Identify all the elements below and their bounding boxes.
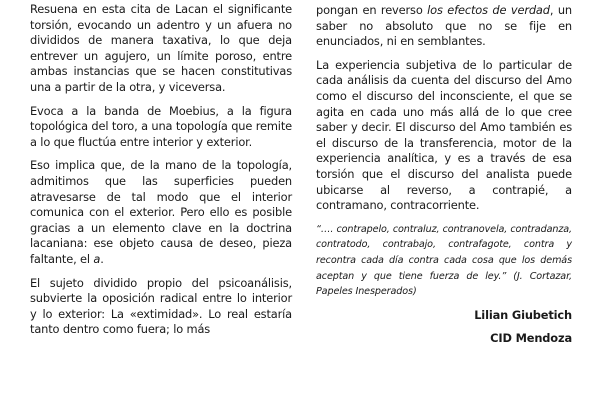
left-paragraph-1: Resuena en esta cita de Lacan el significante torsión, evocando un adentro y un afuera no divididos de manera taxativa, lo que deja entrever un agujero, un límite poroso, entre ambas instancias que se hacen constitutivas una a partir de la otra, y viceversa. — [30, 2, 292, 94]
author-affiliation: CID Mendoza — [490, 331, 572, 346]
cortazar-quote: “…. contrapelo, contraluz, contranovela, contradanza, contratodo, contrabajo, contrafagote, contra y recontra cada día contra cada cosa que los demás aceptan y que tiene fuerza de ley.” (J. Cortazar, Papeles Inesperados) — [316, 223, 572, 298]
right-column — [316, 2, 572, 355]
left-paragraph-2: Evoca a la banda de Moebius, a la figura topológica del toro, a una topología que remite a lo que fluctúa entre interior y exterior. — [30, 103, 292, 149]
right-paragraph-1-italic: los efectos de verdad — [427, 3, 550, 17]
left-paragraph-3 — [30, 158, 292, 267]
author-name: Lilian Giubetich — [474, 307, 572, 322]
right-paragraph-1-start: pongan en reverso — [316, 3, 423, 17]
right-paragraph-1 — [316, 3, 572, 50]
left-paragraph-4: El sujeto dividido propio del psicoanálisis, subvierte la oposición radical entre lo interior y lo exterior: La «extimidad». Lo real estaría tanto dentro como fuera; lo más — [30, 275, 292, 337]
left-paragraph-3-text: Eso implica que, de la mano de la topología, admitimos que las superficies pueden atravesarse de tal modo que el interior comunica con el exterior. Pero ello es posible gracias a un elemento clave en la doctrina lacaniana: ese objeto causa de deseo, pieza faltante, el — [30, 158, 292, 266]
right-paragraph-1-end: , un saber no absoluto que no se fije en enunciados, ni en semblantes. — [316, 3, 572, 49]
left-column — [30, 2, 292, 346]
left-paragraph-3-end: . — [100, 251, 104, 266]
right-paragraph-2: La experiencia subjetiva de lo particular de cada análisis da cuenta del discurso del Amo como el discurso del inconsciente, el que se agita en cada uno más allá de lo que cree saber y decir. El discurso del Amo también es el discurso de la transferencia, motor de la experiencia analítica, y es a través de esa torsión que el discurso del analista puede ubicarse al reverso, a contrapié, a contramano, contracorriente. — [316, 57, 572, 213]
left-paragraph-3-italic: a — [93, 251, 101, 266]
